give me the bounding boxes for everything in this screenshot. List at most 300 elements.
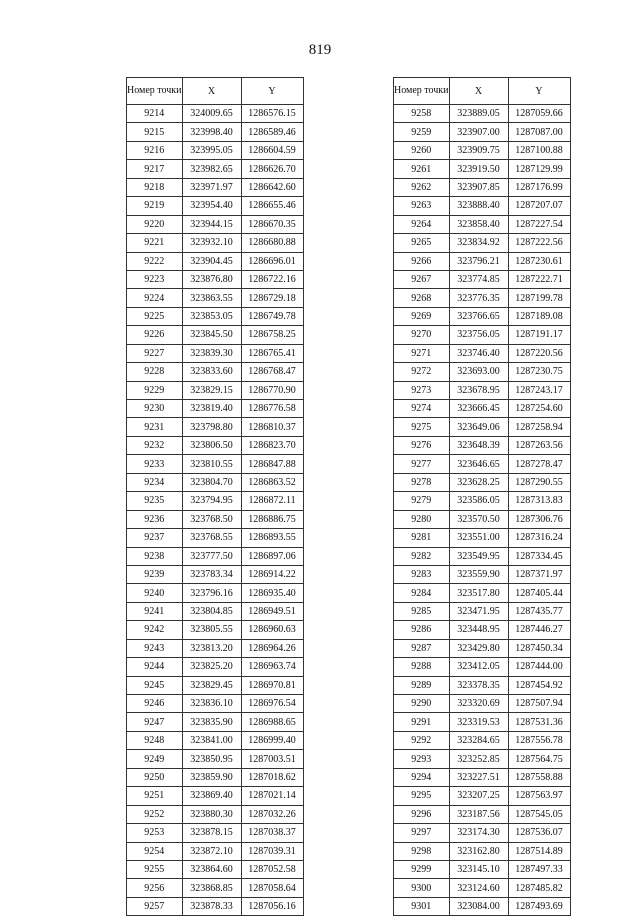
cell-point-number: 9257 bbox=[127, 897, 183, 915]
table-row bbox=[394, 731, 571, 749]
table-row bbox=[394, 289, 571, 307]
cell-x: 323819.40 bbox=[182, 400, 241, 418]
table-row bbox=[394, 824, 571, 842]
table-row bbox=[127, 695, 304, 713]
cell-y: 1287243.17 bbox=[508, 381, 570, 399]
cell-x: 323796.16 bbox=[182, 584, 241, 602]
table-row bbox=[394, 141, 571, 159]
cell-point-number: 9249 bbox=[127, 750, 183, 768]
table-row bbox=[127, 529, 304, 547]
cell-x: 323646.65 bbox=[449, 455, 508, 473]
cell-y: 1287039.31 bbox=[241, 842, 303, 860]
cell-x: 323864.60 bbox=[182, 860, 241, 878]
cell-y: 1287564.75 bbox=[508, 750, 570, 768]
cell-x: 323889.05 bbox=[449, 105, 508, 123]
cell-point-number: 9294 bbox=[394, 768, 450, 786]
cell-x: 323783.34 bbox=[182, 565, 241, 583]
cell-y: 1287056.16 bbox=[241, 897, 303, 915]
cell-point-number: 9234 bbox=[127, 473, 183, 491]
cell-point-number: 9288 bbox=[394, 658, 450, 676]
table-row bbox=[127, 731, 304, 749]
table-row bbox=[127, 676, 304, 694]
cell-point-number: 9229 bbox=[127, 381, 183, 399]
cell-y: 1286935.40 bbox=[241, 584, 303, 602]
table-row bbox=[127, 400, 304, 418]
table-row bbox=[394, 584, 571, 602]
cell-x: 323982.65 bbox=[182, 160, 241, 178]
table-row bbox=[127, 234, 304, 252]
cell-x: 323559.90 bbox=[449, 565, 508, 583]
cell-x: 323804.85 bbox=[182, 602, 241, 620]
cell-x: 323944.15 bbox=[182, 215, 241, 233]
table-row bbox=[127, 178, 304, 196]
page-number: 819 bbox=[308, 42, 332, 58]
cell-point-number: 9225 bbox=[127, 307, 183, 325]
cell-x: 323207.25 bbox=[449, 787, 508, 805]
table-row bbox=[127, 473, 304, 491]
cell-point-number: 9296 bbox=[394, 805, 450, 823]
cell-point-number: 9283 bbox=[394, 565, 450, 583]
table-row bbox=[394, 473, 571, 491]
cell-point-number: 9298 bbox=[394, 842, 450, 860]
cell-x: 323845.50 bbox=[182, 326, 241, 344]
cell-y: 1286626.70 bbox=[241, 160, 303, 178]
table-row bbox=[394, 363, 571, 381]
cell-x: 323649.06 bbox=[449, 418, 508, 436]
table-row bbox=[394, 897, 571, 915]
cell-y: 1287176.99 bbox=[508, 178, 570, 196]
table-row bbox=[127, 750, 304, 768]
table-row bbox=[127, 141, 304, 159]
table-row bbox=[394, 695, 571, 713]
cell-x: 323878.15 bbox=[182, 824, 241, 842]
cell-x: 323833.60 bbox=[182, 363, 241, 381]
cell-y: 1287052.58 bbox=[241, 860, 303, 878]
cell-point-number: 9289 bbox=[394, 676, 450, 694]
cell-x: 323853.05 bbox=[182, 307, 241, 325]
cell-x: 323876.80 bbox=[182, 270, 241, 288]
cell-x: 323872.10 bbox=[182, 842, 241, 860]
cell-point-number: 9261 bbox=[394, 160, 450, 178]
cell-point-number: 9252 bbox=[127, 805, 183, 823]
cell-x: 323919.50 bbox=[449, 160, 508, 178]
cell-y: 1287316.24 bbox=[508, 529, 570, 547]
cell-x: 323835.90 bbox=[182, 713, 241, 731]
cell-y: 1287059.66 bbox=[508, 105, 570, 123]
table-row bbox=[127, 307, 304, 325]
cell-x: 323187.56 bbox=[449, 805, 508, 823]
coordinates-table-left bbox=[126, 77, 304, 916]
cell-x: 323648.39 bbox=[449, 436, 508, 454]
table-row bbox=[127, 842, 304, 860]
cell-y: 1287230.75 bbox=[508, 363, 570, 381]
cell-y: 1286770.90 bbox=[241, 381, 303, 399]
cell-point-number: 9232 bbox=[127, 436, 183, 454]
cell-y: 1287207.07 bbox=[508, 197, 570, 215]
cell-point-number: 9221 bbox=[127, 234, 183, 252]
cell-y: 1287038.37 bbox=[241, 824, 303, 842]
table-row bbox=[127, 326, 304, 344]
table-row bbox=[127, 123, 304, 141]
header-point-number: Номер точки bbox=[127, 78, 183, 105]
cell-y: 1287278.47 bbox=[508, 455, 570, 473]
cell-y: 1287021.14 bbox=[241, 787, 303, 805]
table-row bbox=[394, 492, 571, 510]
cell-point-number: 9286 bbox=[394, 621, 450, 639]
cell-y: 1286670.35 bbox=[241, 215, 303, 233]
cell-y: 1287493.69 bbox=[508, 897, 570, 915]
cell-x: 323551.00 bbox=[449, 529, 508, 547]
table-row bbox=[127, 639, 304, 657]
cell-x: 323829.15 bbox=[182, 381, 241, 399]
cell-point-number: 9274 bbox=[394, 400, 450, 418]
cell-y: 1287545.05 bbox=[508, 805, 570, 823]
cell-y: 1286976.54 bbox=[241, 695, 303, 713]
table-row bbox=[394, 326, 571, 344]
cell-y: 1287485.82 bbox=[508, 879, 570, 897]
table-row bbox=[394, 805, 571, 823]
cell-point-number: 9218 bbox=[127, 178, 183, 196]
cell-y: 1287531.36 bbox=[508, 713, 570, 731]
cell-x: 323227.51 bbox=[449, 768, 508, 786]
cell-point-number: 9227 bbox=[127, 344, 183, 362]
cell-x: 323841.00 bbox=[182, 731, 241, 749]
cell-y: 1287514.89 bbox=[508, 842, 570, 860]
cell-point-number: 9237 bbox=[127, 529, 183, 547]
cell-y: 1287563.97 bbox=[508, 787, 570, 805]
table-row bbox=[394, 529, 571, 547]
cell-y: 1286758.25 bbox=[241, 326, 303, 344]
cell-point-number: 9226 bbox=[127, 326, 183, 344]
cell-x: 323836.10 bbox=[182, 695, 241, 713]
cell-point-number: 9215 bbox=[127, 123, 183, 141]
cell-point-number: 9228 bbox=[127, 363, 183, 381]
cell-point-number: 9233 bbox=[127, 455, 183, 473]
cell-point-number: 9276 bbox=[394, 436, 450, 454]
cell-point-number: 9290 bbox=[394, 695, 450, 713]
table-row bbox=[127, 252, 304, 270]
cell-point-number: 9300 bbox=[394, 879, 450, 897]
cell-x: 323932.10 bbox=[182, 234, 241, 252]
table-row bbox=[394, 842, 571, 860]
cell-point-number: 9297 bbox=[394, 824, 450, 842]
cell-point-number: 9284 bbox=[394, 584, 450, 602]
cell-point-number: 9250 bbox=[127, 768, 183, 786]
cell-x: 323693.00 bbox=[449, 363, 508, 381]
cell-x: 323766.65 bbox=[449, 307, 508, 325]
cell-point-number: 9269 bbox=[394, 307, 450, 325]
cell-y: 1286963.74 bbox=[241, 658, 303, 676]
cell-y: 1287220.56 bbox=[508, 344, 570, 362]
cell-point-number: 9239 bbox=[127, 565, 183, 583]
cell-y: 1287254.60 bbox=[508, 400, 570, 418]
cell-y: 1286680.88 bbox=[241, 234, 303, 252]
cell-point-number: 9285 bbox=[394, 602, 450, 620]
cell-x: 323829.45 bbox=[182, 676, 241, 694]
cell-x: 323796.21 bbox=[449, 252, 508, 270]
table-row bbox=[394, 860, 571, 878]
cell-y: 1286642.60 bbox=[241, 178, 303, 196]
cell-point-number: 9242 bbox=[127, 621, 183, 639]
cell-y: 1287313.83 bbox=[508, 492, 570, 510]
table-row bbox=[127, 105, 304, 123]
cell-point-number: 9281 bbox=[394, 529, 450, 547]
cell-point-number: 9295 bbox=[394, 787, 450, 805]
cell-x: 323776.35 bbox=[449, 289, 508, 307]
cell-y: 1286749.78 bbox=[241, 307, 303, 325]
cell-y: 1287371.97 bbox=[508, 565, 570, 583]
cell-x: 323869.40 bbox=[182, 787, 241, 805]
cell-y: 1287100.88 bbox=[508, 141, 570, 159]
table-row bbox=[394, 381, 571, 399]
cell-y: 1286589.46 bbox=[241, 123, 303, 141]
cell-point-number: 9254 bbox=[127, 842, 183, 860]
cell-y: 1286897.06 bbox=[241, 547, 303, 565]
table-row bbox=[394, 270, 571, 288]
cell-y: 1287334.45 bbox=[508, 547, 570, 565]
cell-y: 1287129.99 bbox=[508, 160, 570, 178]
cell-x: 323517.80 bbox=[449, 584, 508, 602]
table-row bbox=[127, 602, 304, 620]
table-row bbox=[394, 123, 571, 141]
table-row bbox=[127, 215, 304, 233]
cell-point-number: 9260 bbox=[394, 141, 450, 159]
table-row bbox=[394, 178, 571, 196]
cell-x: 323971.97 bbox=[182, 178, 241, 196]
cell-point-number: 9278 bbox=[394, 473, 450, 491]
cell-x: 323162.80 bbox=[449, 842, 508, 860]
cell-y: 1287087.00 bbox=[508, 123, 570, 141]
cell-x: 323319.53 bbox=[449, 713, 508, 731]
cell-x: 323825.20 bbox=[182, 658, 241, 676]
cell-point-number: 9265 bbox=[394, 234, 450, 252]
cell-point-number: 9235 bbox=[127, 492, 183, 510]
cell-x: 323868.85 bbox=[182, 879, 241, 897]
table-row bbox=[394, 418, 571, 436]
cell-y: 1287405.44 bbox=[508, 584, 570, 602]
cell-point-number: 9301 bbox=[394, 897, 450, 915]
cell-point-number: 9256 bbox=[127, 879, 183, 897]
cell-y: 1287507.94 bbox=[508, 695, 570, 713]
cell-y: 1287290.55 bbox=[508, 473, 570, 491]
cell-x: 323813.20 bbox=[182, 639, 241, 657]
cell-y: 1287263.56 bbox=[508, 436, 570, 454]
cell-x: 323904.45 bbox=[182, 252, 241, 270]
cell-x: 323850.95 bbox=[182, 750, 241, 768]
cell-x: 323777.50 bbox=[182, 547, 241, 565]
header-y: Y bbox=[241, 78, 303, 105]
cell-x: 323471.95 bbox=[449, 602, 508, 620]
table-row bbox=[394, 307, 571, 325]
cell-y: 1287536.07 bbox=[508, 824, 570, 842]
cell-point-number: 9241 bbox=[127, 602, 183, 620]
cell-point-number: 9259 bbox=[394, 123, 450, 141]
table-row bbox=[127, 197, 304, 215]
cell-x: 323804.70 bbox=[182, 473, 241, 491]
cell-y: 1286729.18 bbox=[241, 289, 303, 307]
table-row bbox=[394, 197, 571, 215]
cell-point-number: 9238 bbox=[127, 547, 183, 565]
cell-x: 323284.65 bbox=[449, 731, 508, 749]
cell-y: 1287258.94 bbox=[508, 418, 570, 436]
table-row bbox=[127, 492, 304, 510]
cell-x: 323774.85 bbox=[449, 270, 508, 288]
cell-point-number: 9262 bbox=[394, 178, 450, 196]
table-row bbox=[127, 879, 304, 897]
table-row bbox=[394, 879, 571, 897]
cell-point-number: 9255 bbox=[127, 860, 183, 878]
cell-y: 1286949.51 bbox=[241, 602, 303, 620]
cell-point-number: 9272 bbox=[394, 363, 450, 381]
cell-point-number: 9266 bbox=[394, 252, 450, 270]
cell-x: 323834.92 bbox=[449, 234, 508, 252]
cell-y: 1286872.11 bbox=[241, 492, 303, 510]
cell-x: 323252.85 bbox=[449, 750, 508, 768]
cell-x: 323320.69 bbox=[449, 695, 508, 713]
table-row bbox=[394, 676, 571, 694]
header-y: Y bbox=[508, 78, 570, 105]
cell-x: 323124.60 bbox=[449, 879, 508, 897]
cell-y: 1286960.63 bbox=[241, 621, 303, 639]
table-row bbox=[394, 105, 571, 123]
cell-point-number: 9292 bbox=[394, 731, 450, 749]
table-row bbox=[394, 658, 571, 676]
cell-point-number: 9251 bbox=[127, 787, 183, 805]
table-row bbox=[127, 860, 304, 878]
cell-x: 323378.35 bbox=[449, 676, 508, 694]
table-row bbox=[127, 897, 304, 915]
cell-x: 323429.80 bbox=[449, 639, 508, 657]
header-x: X bbox=[449, 78, 508, 105]
cell-x: 323858.40 bbox=[449, 215, 508, 233]
cell-point-number: 9273 bbox=[394, 381, 450, 399]
header-x: X bbox=[182, 78, 241, 105]
cell-x: 323954.40 bbox=[182, 197, 241, 215]
cell-x: 323909.75 bbox=[449, 141, 508, 159]
table-row bbox=[127, 455, 304, 473]
cell-point-number: 9253 bbox=[127, 824, 183, 842]
cell-x: 323678.95 bbox=[449, 381, 508, 399]
cell-y: 1286914.22 bbox=[241, 565, 303, 583]
table-row bbox=[394, 750, 571, 768]
cell-y: 1286893.55 bbox=[241, 529, 303, 547]
table-row bbox=[394, 234, 571, 252]
cell-y: 1287227.54 bbox=[508, 215, 570, 233]
cell-point-number: 9268 bbox=[394, 289, 450, 307]
table-row bbox=[394, 713, 571, 731]
cell-x: 323756.05 bbox=[449, 326, 508, 344]
table-row bbox=[127, 363, 304, 381]
header-point-number: Номер точки bbox=[394, 78, 450, 105]
cell-x: 323806.50 bbox=[182, 436, 241, 454]
cell-y: 1287497.33 bbox=[508, 860, 570, 878]
table-row bbox=[127, 824, 304, 842]
table-row bbox=[127, 344, 304, 362]
cell-y: 1287222.56 bbox=[508, 234, 570, 252]
cell-x: 323859.90 bbox=[182, 768, 241, 786]
cell-y: 1287018.62 bbox=[241, 768, 303, 786]
cell-point-number: 9277 bbox=[394, 455, 450, 473]
table-row bbox=[127, 713, 304, 731]
cell-point-number: 9236 bbox=[127, 510, 183, 528]
cell-x: 323888.40 bbox=[449, 197, 508, 215]
table-row bbox=[127, 289, 304, 307]
cell-x: 323798.80 bbox=[182, 418, 241, 436]
cell-point-number: 9230 bbox=[127, 400, 183, 418]
cell-point-number: 9275 bbox=[394, 418, 450, 436]
cell-x: 324009.65 bbox=[182, 105, 241, 123]
table-row bbox=[127, 787, 304, 805]
cell-y: 1286576.15 bbox=[241, 105, 303, 123]
cell-y: 1286696.01 bbox=[241, 252, 303, 270]
cell-x: 323839.30 bbox=[182, 344, 241, 362]
cell-y: 1287435.77 bbox=[508, 602, 570, 620]
cell-point-number: 9280 bbox=[394, 510, 450, 528]
cell-y: 1287556.78 bbox=[508, 731, 570, 749]
cell-y: 1287450.34 bbox=[508, 639, 570, 657]
cell-y: 1287446.27 bbox=[508, 621, 570, 639]
cell-point-number: 9219 bbox=[127, 197, 183, 215]
table-row bbox=[127, 805, 304, 823]
table-header-row bbox=[394, 78, 571, 105]
cell-point-number: 9243 bbox=[127, 639, 183, 657]
cell-x: 323863.55 bbox=[182, 289, 241, 307]
cell-point-number: 9240 bbox=[127, 584, 183, 602]
cell-point-number: 9220 bbox=[127, 215, 183, 233]
cell-point-number: 9263 bbox=[394, 197, 450, 215]
cell-x: 323768.55 bbox=[182, 529, 241, 547]
cell-y: 1287003.51 bbox=[241, 750, 303, 768]
table-row bbox=[127, 510, 304, 528]
cell-x: 323998.40 bbox=[182, 123, 241, 141]
table-row bbox=[394, 215, 571, 233]
table-row bbox=[127, 418, 304, 436]
cell-y: 1286768.47 bbox=[241, 363, 303, 381]
table-row bbox=[394, 160, 571, 178]
cell-y: 1286988.65 bbox=[241, 713, 303, 731]
cell-y: 1287032.26 bbox=[241, 805, 303, 823]
cell-x: 323794.95 bbox=[182, 492, 241, 510]
cell-point-number: 9223 bbox=[127, 270, 183, 288]
cell-y: 1286847.88 bbox=[241, 455, 303, 473]
cell-point-number: 9282 bbox=[394, 547, 450, 565]
cell-x: 323628.25 bbox=[449, 473, 508, 491]
table-row bbox=[394, 510, 571, 528]
cell-point-number: 9287 bbox=[394, 639, 450, 657]
table-row bbox=[127, 270, 304, 288]
cell-y: 1287222.71 bbox=[508, 270, 570, 288]
cell-point-number: 9245 bbox=[127, 676, 183, 694]
table-row bbox=[127, 658, 304, 676]
cell-x: 323586.05 bbox=[449, 492, 508, 510]
table-row bbox=[127, 565, 304, 583]
cell-y: 1287230.61 bbox=[508, 252, 570, 270]
cell-y: 1286604.59 bbox=[241, 141, 303, 159]
table-row bbox=[394, 768, 571, 786]
cell-point-number: 9270 bbox=[394, 326, 450, 344]
table-row bbox=[127, 621, 304, 639]
cell-y: 1287199.78 bbox=[508, 289, 570, 307]
table-row bbox=[127, 160, 304, 178]
cell-x: 323878.33 bbox=[182, 897, 241, 915]
cell-x: 323907.00 bbox=[449, 123, 508, 141]
cell-y: 1286655.46 bbox=[241, 197, 303, 215]
cell-point-number: 9291 bbox=[394, 713, 450, 731]
cell-point-number: 9217 bbox=[127, 160, 183, 178]
cell-x: 323995.05 bbox=[182, 141, 241, 159]
table-row bbox=[394, 602, 571, 620]
table-row bbox=[127, 547, 304, 565]
